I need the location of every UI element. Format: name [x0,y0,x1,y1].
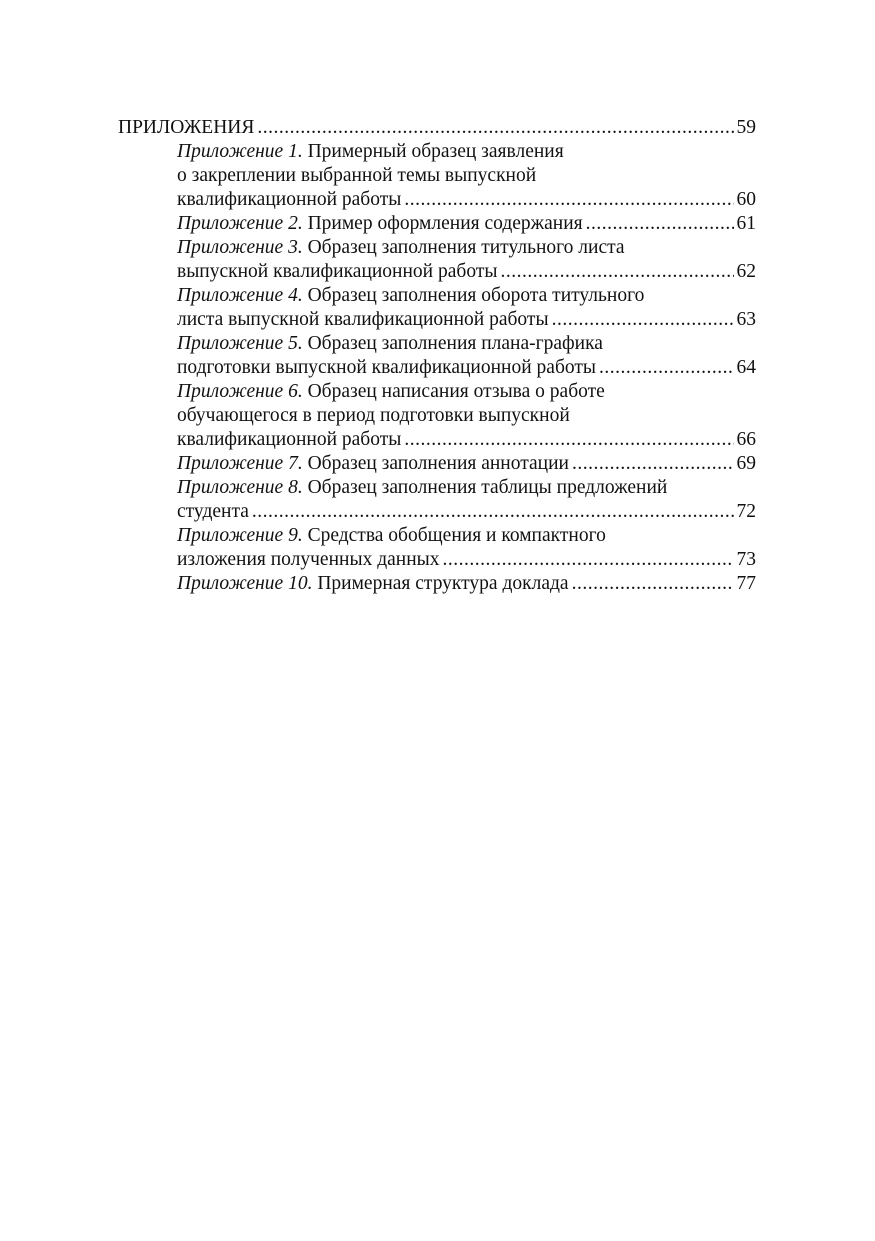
toc-page-number: 62 [736,261,756,282]
appendix-title-line: Образец заполнения оборота титульного [307,285,645,306]
appendix-title-line: подготовки выпускной квалификационной работы [177,357,596,378]
appendix-label: Приложение 3. [177,237,303,258]
toc-leader-dots [572,572,734,596]
toc-page-number: 60 [736,189,756,210]
toc-leader-dots [252,500,734,524]
toc-page-number: 63 [736,309,756,330]
toc-appendix-line [118,332,756,356]
toc-appendix-line [118,308,756,332]
toc-appendix-line [118,212,756,236]
toc-appendix-line [118,476,756,500]
toc-entry-text [177,333,603,354]
toc-entry-text [177,237,625,258]
appendix-title-line: студента [177,501,249,522]
toc-entry-text [177,405,570,426]
toc-leader-dots [586,212,734,236]
toc-appendix-line [118,380,756,404]
appendix-label: Приложение 5. [177,333,303,354]
appendix-label: Приложение 10. [177,573,313,594]
toc-entry-text [177,428,401,452]
appendix-label: Приложение 1. [177,141,303,162]
toc-appendix-line [118,260,756,284]
toc-leader-dots [443,548,734,572]
table-of-contents [118,116,756,596]
toc-page-number: 77 [736,573,756,594]
toc-leader-dots [404,428,733,452]
appendix-label: Приложение 2. [177,213,303,234]
toc-appendix-line [118,572,756,596]
toc-entry-text [177,285,644,306]
toc-entry-text [177,165,536,186]
appendix-title-line: выпускной квалификационной работы [177,261,498,282]
toc-entry-text [177,477,667,498]
appendix-title-line: Средства обобщения и компактного [307,525,606,546]
toc-leader-dots [500,260,733,284]
toc-appendix-line [118,548,756,572]
toc-appendix-line [118,140,756,164]
toc-section-row [118,116,756,140]
toc-entry-text [177,525,606,546]
appendix-label: Приложение 8. [177,477,303,498]
toc-entry-text [177,141,564,162]
toc-entry-text [177,548,440,572]
toc-leader-dots [552,308,734,332]
toc-entry-text [177,308,549,332]
toc-page-number: 73 [736,549,756,570]
toc-leader-dots [257,116,733,140]
toc-appendix-line [118,188,756,212]
appendix-title-line: Образец заполнения аннотации [307,453,569,474]
appendix-title-line: Образец заполнения титульного листа [307,237,625,258]
toc-appendix-line [118,356,756,380]
toc-page-number: 61 [736,213,756,234]
appendix-label: Приложение 6. [177,381,303,402]
appendix-title-line: Примерный образец заявления [307,141,564,162]
appendix-title-line: Образец написания отзыва о работе [307,381,605,402]
toc-entry-text [177,260,497,284]
toc-appendix-line [118,284,756,308]
toc-page-number: 66 [736,429,756,450]
toc-appendix-line [118,500,756,524]
toc-section-title: ПРИЛОЖЕНИЯ [118,117,255,138]
toc-appendix-line [118,164,756,188]
appendix-label: Приложение 7. [177,453,303,474]
appendix-title-line: обучающегося в период подготовки выпускной [177,405,570,426]
appendix-label: Приложение 4. [177,285,303,306]
toc-leader-dots [599,356,734,380]
appendix-title-line: Образец заполнения плана-графика [307,333,603,354]
appendix-label: Приложение 9. [177,525,303,546]
toc-leader-dots [404,188,733,212]
toc-entry-text [177,500,249,524]
toc-page-number: 69 [736,453,756,474]
appendix-title-line: Пример оформления содержания [307,213,583,234]
appendix-title-line: о закреплении выбранной темы выпускной [177,165,537,186]
toc-entry-text [177,381,605,402]
toc-entry-text [177,188,401,212]
toc-appendix-line [118,524,756,548]
toc-appendix-line [118,404,756,428]
appendix-title-line: Примерная структура доклада [317,573,569,594]
appendix-title-line: изложения полученных данных [177,549,440,570]
toc-leader-dots [572,452,734,476]
appendix-title-line: квалификационной работы [177,429,402,450]
appendix-title-line: Образец заполнения таблицы предложений [307,477,668,498]
appendix-title-line: квалификационной работы [177,189,402,210]
toc-entry-text [177,212,583,236]
toc-appendix-line [118,236,756,260]
toc-appendix-line [118,452,756,476]
toc-page-number: 72 [736,501,756,522]
toc-entry-text [177,452,569,476]
toc-page-number: 59 [736,117,756,138]
toc-page-number: 64 [736,357,756,378]
appendix-title-line: листа выпускной квалификационной работы [177,309,549,330]
toc-appendix-line [118,428,756,452]
appendix-list [118,140,756,596]
toc-entry-text [177,572,569,596]
toc-entry-text [177,356,596,380]
